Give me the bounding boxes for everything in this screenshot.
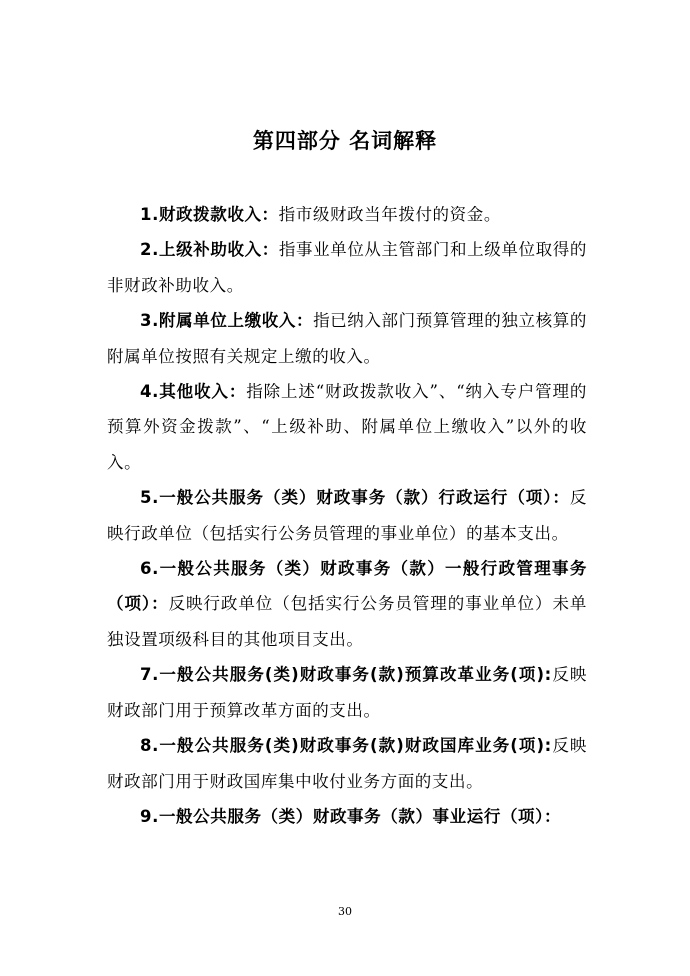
entry-definition: 指事业单位从主管部门和上级单位取得的非财政补助收入。 <box>107 240 587 295</box>
glossary-entry <box>107 232 587 303</box>
entry-term: 6.一般公共服务（类）财政事务（款）一般行政管理事务（项）： <box>107 559 587 614</box>
entry-term: 2.上级补助收入： <box>140 240 279 260</box>
glossary-entry <box>107 374 587 480</box>
page-number: 30 <box>338 905 352 918</box>
glossary-entry <box>107 197 587 232</box>
entry-term: 7.一般公共服务(类)财政事务(款)预算改革业务(项): <box>140 665 552 685</box>
entry-term: 3.附属单位上缴收入： <box>140 311 314 331</box>
glossary-entry <box>107 303 587 374</box>
entry-term: 4.其他收入： <box>140 382 247 402</box>
page-title: 第四部分 名词解释 <box>252 129 438 153</box>
entry-definition: 反映财政部门用于财政国库集中收付业务方面的支出。 <box>107 736 587 791</box>
glossary-entry <box>107 551 587 657</box>
glossary-entry <box>107 799 587 834</box>
glossary-list <box>107 197 587 834</box>
entry-definition: 反映行政单位（包括实行公务员管理的事业单位）的基本支出。 <box>107 488 587 543</box>
glossary-entry <box>107 728 587 799</box>
entry-definition: 反映财政部门用于预算改革方面的支出。 <box>107 665 587 720</box>
entry-definition: 指除上述“财政拨款收入”、“纳入专户管理的预算外资金拨款”、“上级补助、附属单位上缴收入”以外的收入。 <box>107 382 588 472</box>
entry-term: 1.财政拨款收入： <box>140 205 279 224</box>
glossary-entry <box>107 657 587 728</box>
entry-term: 8.一般公共服务(类)财政事务(款)财政国库业务(项): <box>140 736 552 756</box>
entry-definition: 指已纳入部门预算管理的独立核算的附属单位按照有关规定上缴的收入。 <box>107 311 587 366</box>
entry-term: 9.一般公共服务（类）财政事务（款）事业运行（项）： <box>140 806 562 826</box>
entry-definition: 反映行政单位（包括实行公务员管理的事业单位）未单独设置项级科目的其他项目支出。 <box>107 594 588 649</box>
glossary-entry <box>107 480 587 551</box>
entry-definition: 指市级财政当年拨付的资金。 <box>278 205 501 224</box>
entry-term: 5.一般公共服务（类）财政事务（款）行政运行（项）： <box>140 488 570 508</box>
